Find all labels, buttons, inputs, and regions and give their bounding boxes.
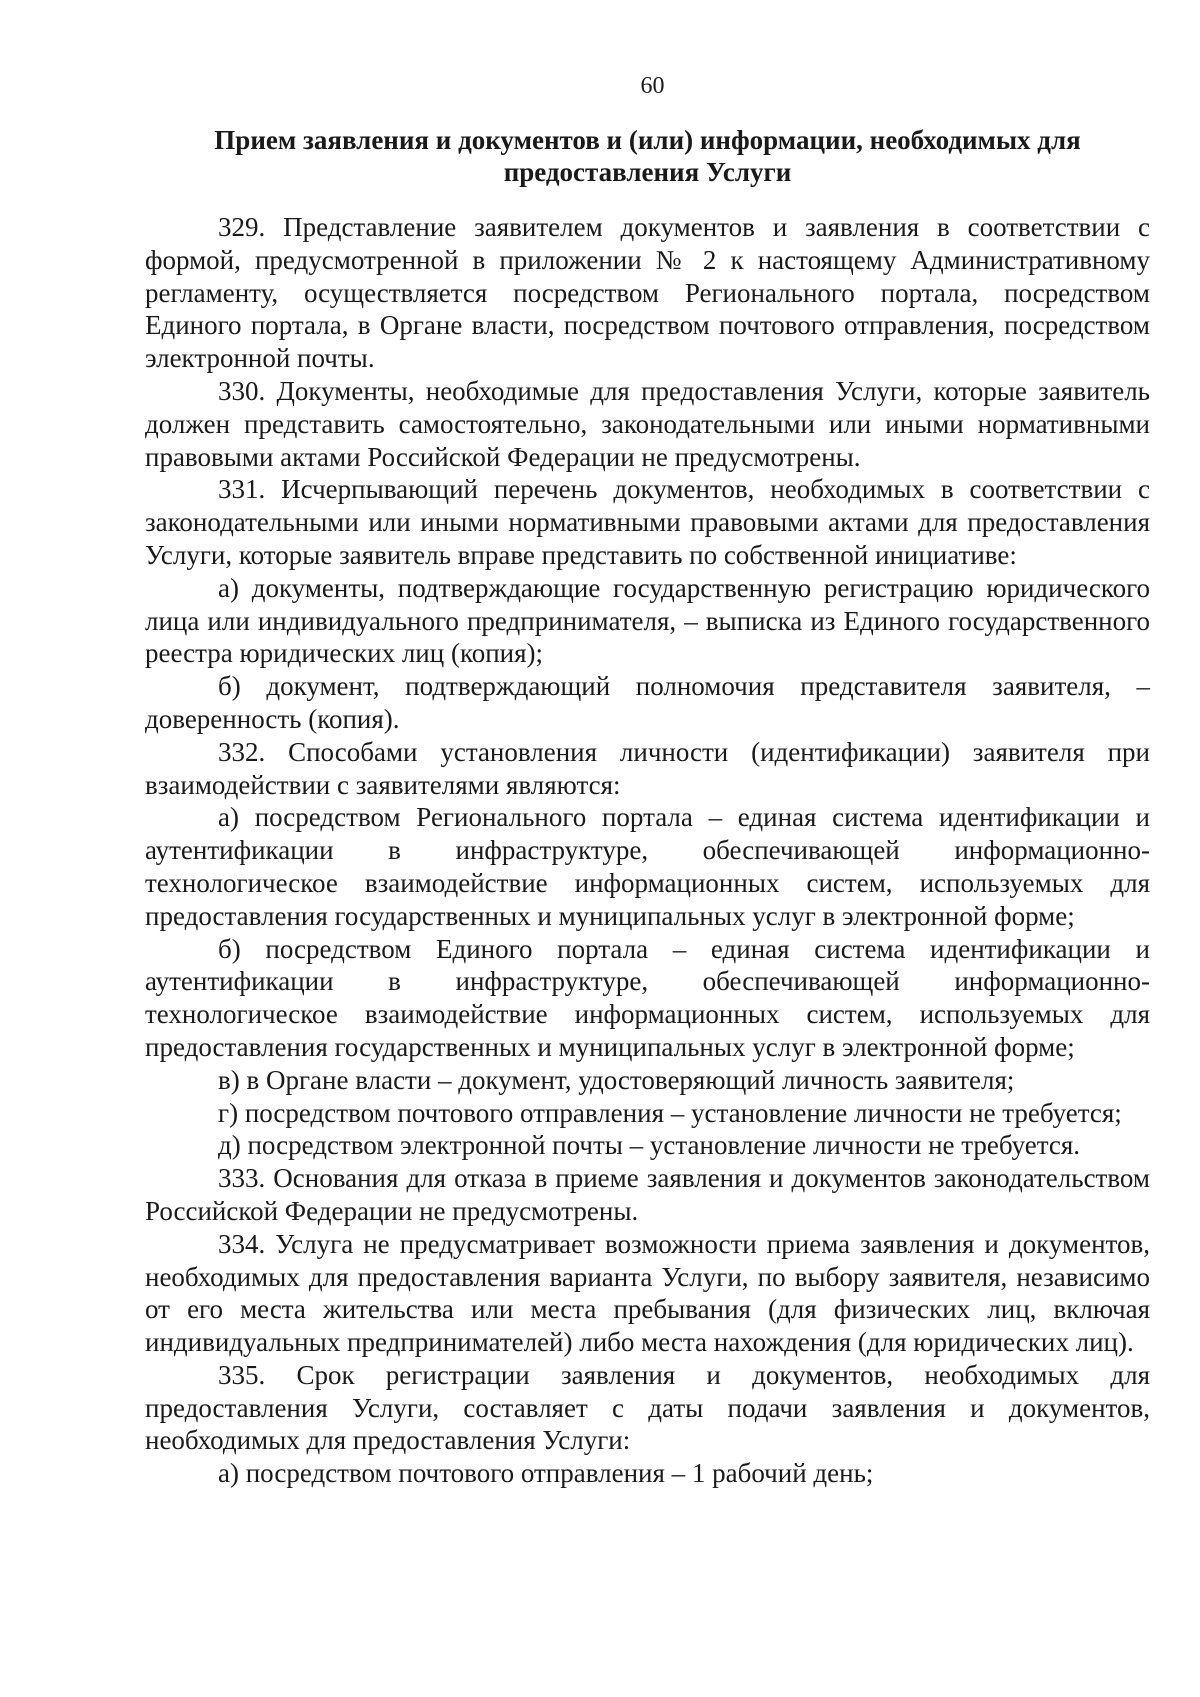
paragraph-331-b: б) документ, подтверждающий полномочия представителя заявителя, – доверенность (копия). xyxy=(145,671,1150,734)
paragraph-335: 335. Срок регистрации заявления и документов, необходимых для предоставления Услуги, составляет с даты подачи заявления и документов, необходимых для предоставления Услуги: xyxy=(145,1359,1150,1456)
paragraph-334: 334. Услуга не предусматривает возможности приема заявления и документов, необходимых для предоставления варианта Услуги, по выбору заявителя, независимо от его места жительства или места пребывания (для физических лиц, включая индивидуальных предпринимателей) либо места нахождения (для юридических лиц). xyxy=(145,1228,1150,1358)
paragraph-332-b: б) посредством Единого портала – единая система идентификации и аутентификации в инфраструктуре, обеспечивающей информационно-технологическое взаимодействие информационных систем, используемых для предоставления государственных и муниципальных услуг в электронной форме; xyxy=(145,933,1150,1062)
paragraph-332-d: д) посредством электронной почты – установление личности не требуется. xyxy=(218,1130,1080,1161)
paragraph-332-g: г) посредством почтового отправления – установление личности не требуется; xyxy=(218,1097,1122,1128)
paragraph-331: 331. Исчерпывающий перечень документов, необходимых в соответствии с законодательными или иными нормативными правовыми актами для предоставления Услуги, которые заявитель вправе представить по собственной инициативе: xyxy=(145,474,1150,570)
section-heading: Прием заявления и документов и (или) информации, необходимых для предоставления Услуги xyxy=(214,125,1081,187)
page-number: 60 xyxy=(640,73,665,99)
document-body xyxy=(145,211,1150,1490)
paragraph-329: 329. Представление заявителем документов и заявления в соответствии с формой, предусмотренной в приложении № 2 к настоящему Административному регламенту, осуществляется посредством Регионального портала, посредством Единого портала, в Органе власти, посредством почтового отправления, посредством электронной почты. xyxy=(145,212,1150,374)
document-page xyxy=(145,70,1150,1490)
paragraph-332: 332. Способами установления личности (идентификации) заявителя при взаимодействии с заявителями являются: xyxy=(145,736,1150,800)
paragraph-333: 333. Основания для отказа в приеме заявления и документов законодательством Российской Федерации не предусмотрены. xyxy=(145,1163,1150,1226)
paragraph-335-a: а) посредством почтового отправления – 1 рабочий день; xyxy=(218,1458,874,1489)
paragraph-332-v: в) в Органе власти – документ, удостоверяющий личность заявителя; xyxy=(218,1064,1015,1095)
paragraph-330: 330. Документы, необходимые для предоставления Услуги, которые заявитель должен представить самостоятельно, законодательными или иными нормативными правовыми актами Российской Федерации не предусмотрены. xyxy=(145,375,1150,472)
paragraph-332-a: а) посредством Регионального портала – единая система идентификации и аутентификации в инфраструктуре, обеспечивающей информационно-технологическое взаимодействие информационных систем, используемых для предоставления государственных и муниципальных услуг в электронной форме; xyxy=(145,802,1150,931)
paragraph-331-a: а) документы, подтверждающие государственную регистрацию юридического лица или индивидуального предпринимателя, – выписка из Единого государственного реестра юридических лиц (копия); xyxy=(145,572,1150,669)
